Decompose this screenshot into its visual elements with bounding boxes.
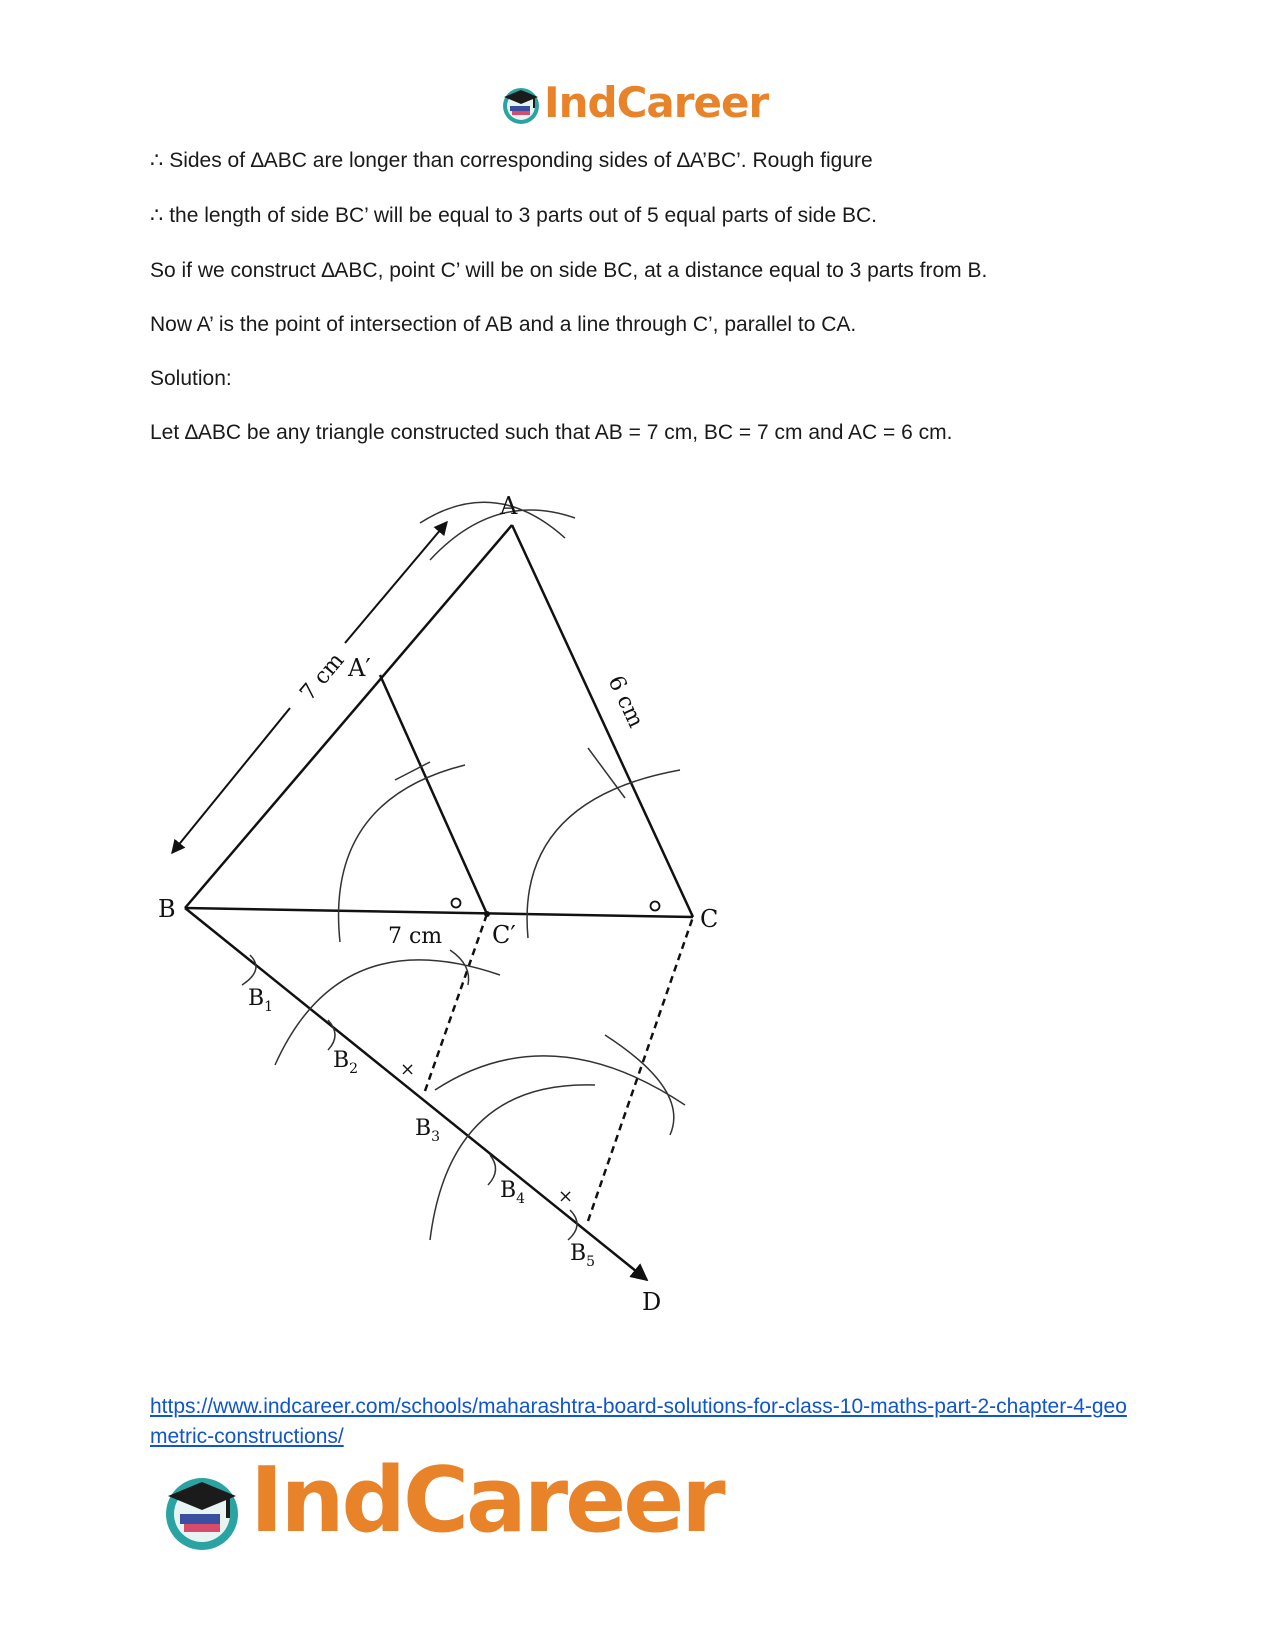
- label-a-prime: A′: [348, 654, 371, 682]
- source-link[interactable]: https://www.indcareer.com/schools/maharashtra-board-solutions-for-class-10-maths-part-2-chapter-4-geometric-constructions/: [150, 1395, 1127, 1448]
- header-logo: [500, 80, 770, 130]
- arc-near-c-intersection: [605, 1035, 674, 1135]
- angle-mark-c: [651, 902, 660, 911]
- graduation-cap-icon: [500, 84, 542, 126]
- arc-near-c-prime-cross: [450, 950, 469, 985]
- point-c-prime: [484, 911, 490, 917]
- paragraph-length-bc-prime: ∴ the length of side BC’ will be equal to 3 parts out of 5 equal parts of side BC.: [150, 204, 878, 227]
- label-b4: $B_4$: [500, 1178, 526, 1207]
- side-ab: [185, 525, 512, 908]
- label-b5: $B_5$: [570, 1241, 596, 1270]
- label-ab-length: 7 cm: [295, 648, 350, 706]
- paragraph-point-c-prime: So if we construct ∆ABC, point C’ will be on side BC, at a distance equal to 3 parts from B.: [150, 259, 988, 282]
- arc-a-right: [420, 502, 565, 538]
- label-b1: $B_1$: [248, 986, 274, 1015]
- arc-angle-c-prime: [339, 765, 465, 942]
- angle-mark-c-prime: [452, 899, 461, 908]
- label-d: D: [642, 1288, 662, 1316]
- arc-b3-large: [435, 1056, 685, 1105]
- cross-mark-b3: ×: [400, 1059, 416, 1080]
- label-b2: $B_2$: [333, 1048, 359, 1077]
- paragraph-solution-heading: Solution:: [150, 367, 232, 390]
- construction-figure: [150, 480, 750, 1320]
- arc-b4: [488, 1155, 496, 1185]
- arc-b5: [568, 1210, 577, 1240]
- footer-logo: [160, 1448, 723, 1560]
- label-bc-length: 7 cm: [388, 924, 443, 949]
- label-b: B: [158, 895, 176, 923]
- graduation-cap-icon: [160, 1470, 244, 1554]
- side-bc: [185, 908, 693, 917]
- label-ac-length: 6 cm: [602, 671, 649, 732]
- paragraph-point-a-prime: Now A’ is the point of intersection of AB and a line through C’, parallel to CA.: [150, 313, 857, 336]
- dimension-ab-lower: [172, 708, 290, 853]
- label-c: C: [700, 905, 719, 933]
- cross-mark-b5: ×: [558, 1186, 574, 1207]
- dimension-ab-upper: [345, 522, 447, 643]
- footer-logo-text: IndCareer: [250, 1448, 723, 1553]
- paragraph-sides-longer: ∴ Sides of ∆ABC are longer than corresponding sides of ∆A’BC’. Rough figure: [150, 149, 873, 172]
- dashed-line-b5-c: [588, 917, 693, 1221]
- label-a: A: [500, 492, 518, 520]
- paragraph-let-triangle: Let ∆ABC be any triangle constructed such that AB = 7 cm, BC = 7 cm and AC = 6 cm.: [150, 421, 953, 444]
- label-c-prime: C′: [492, 921, 516, 949]
- arc-angle-c: [527, 770, 680, 938]
- label-b3: $B_3$: [415, 1116, 441, 1145]
- header-logo-text: IndCareer: [544, 78, 769, 127]
